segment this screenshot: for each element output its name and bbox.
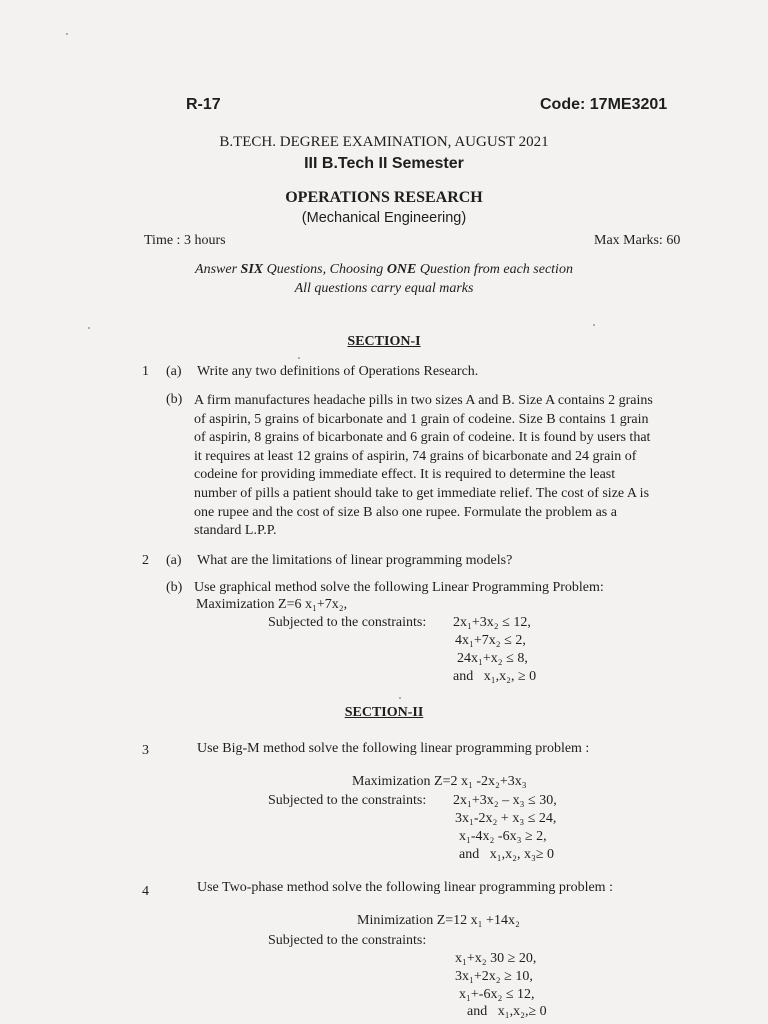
q3-number: 3 xyxy=(142,743,149,758)
instruction-line-2: All questions carry equal marks xyxy=(294,281,474,296)
regulation-code: R-17 xyxy=(186,96,221,113)
q1b-label: (b) xyxy=(166,392,183,407)
max-marks: Max Marks: 60 xyxy=(594,233,681,248)
q2b-text: Use graphical method solve the following Linear Programming Problem: xyxy=(194,580,604,595)
q2-constraint-2: 4x₁+7x₂ ≤ 2, xyxy=(455,633,526,648)
instruction-line-1: Answer SIX Questions, Choosing ONE Question from each section xyxy=(195,262,573,277)
scan-speck xyxy=(298,357,300,359)
q4-text: Use Two-phase method solve the following linear programming problem : xyxy=(197,880,613,895)
q2b-label: (b) xyxy=(166,580,183,595)
q4-constraint-1: x₁+x₂ 30 ≥ 20, xyxy=(455,951,537,966)
q2a-label: (a) xyxy=(166,553,182,568)
semester-title: III B.Tech II Semester xyxy=(304,155,464,172)
q4-number: 4 xyxy=(142,884,149,899)
q3-constraint-4: and x₁,x₂, x₃≥ 0 xyxy=(459,847,555,862)
q1a-label: (a) xyxy=(166,364,182,379)
q4-constraint-2: 3x₁+2x₂ ≥ 10, xyxy=(455,969,533,984)
section-2-title: SECTION-II xyxy=(344,705,424,720)
scan-speck xyxy=(66,33,68,35)
q2-constraint-1: 2x₁+3x₂ ≤ 12, xyxy=(453,615,531,630)
exam-time: Time : 3 hours xyxy=(144,233,226,248)
q2-constraints-label: Subjected to the constraints: xyxy=(268,615,427,630)
subject-title: OPERATIONS RESEARCH xyxy=(285,189,483,206)
q4-constraint-3: x₁+-6x₂ ≤ 12, xyxy=(459,987,535,1002)
q3-constraint-1: 2x₁+3x₂ – x₃ ≤ 30, xyxy=(453,793,557,808)
q2-constraint-3: 24x₁+x₂ ≤ 8, xyxy=(457,651,528,666)
q1a-text: Write any two definitions of Operations Research. xyxy=(197,364,479,379)
q1b-text: A firm manufactures headache pills in two sizes A and B. Size A contains 2 grains of aspirin, 5 grains of bicarbonate and 1 grain of codeine. Size B contains 1 grain of aspirin, 8 grains of bicarbonate and 6 grain of codeine. It is found by users that it requires at least 12 grains of aspirin, 74 grains of bicarbonate and 24 grain of codeine for providing immediate effect. It is required to determine the least number of pills a patient should take to get immediate relief. The cost of size A is one rupee and the cost of size B also one rupee. Formulate the problem as a standard L.P.P. xyxy=(194,393,653,539)
branch-title: (Mechanical Engineering) xyxy=(301,210,467,226)
q2a-text: What are the limitations of linear programming models? xyxy=(197,553,513,568)
scan-speck xyxy=(399,697,401,699)
q3-text: Use Big-M method solve the following linear programming problem : xyxy=(197,741,590,756)
q4-constraint-4: and x₁,x₂,≥ 0 xyxy=(467,1004,547,1019)
q1-number: 1 xyxy=(142,364,149,379)
q3-constraint-3: x₁-4x₂ -6x₃ ≥ 2, xyxy=(459,829,547,844)
q2-number: 2 xyxy=(142,553,149,568)
scan-speck xyxy=(593,324,595,326)
subject-code: Code: 17ME3201 xyxy=(540,96,668,113)
scan-speck xyxy=(88,327,90,329)
exam-title: B.TECH. DEGREE EXAMINATION, AUGUST 2021 xyxy=(219,134,549,150)
q4-objective: Minimization Z=12 x₁ +14x₂ xyxy=(357,913,520,928)
q2-constraint-4: and x₁,x₂, ≥ 0 xyxy=(453,669,537,684)
q3-constraints-label: Subjected to the constraints: xyxy=(268,793,427,808)
q4-constraints-label: Subjected to the constraints: xyxy=(268,933,427,948)
q3-constraint-2: 3x₁-2x₂ + x₃ ≤ 24, xyxy=(455,811,557,826)
q2-objective: Maximization Z=6 x₁+7x₂, xyxy=(196,597,348,612)
section-1-title: SECTION-I xyxy=(347,334,421,349)
q3-objective: Maximization Z=2 x₁ -2x₂+3x₃ xyxy=(352,774,527,789)
